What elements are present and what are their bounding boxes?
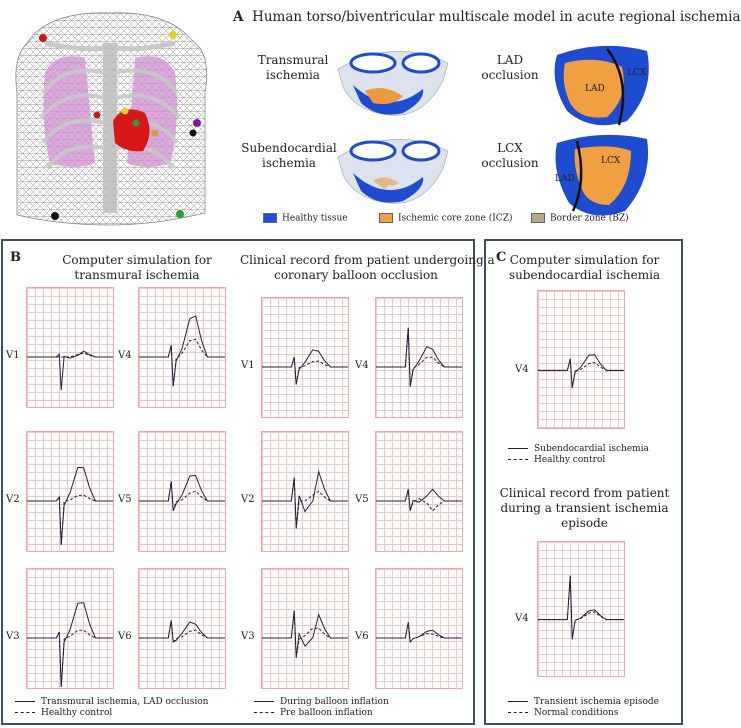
ecg-trace-solid	[538, 355, 624, 388]
legend-b-left	[15, 697, 208, 719]
panel-c-title-2: Clinical record from patient during a transient ischemia episode	[499, 486, 670, 530]
heart-transmural	[333, 41, 453, 121]
ecg-trace-solid	[262, 350, 348, 385]
ecg-grid-clin-v5	[375, 431, 463, 552]
ecg-trace-dashed	[262, 611, 348, 658]
lead-label: V4	[355, 360, 369, 372]
ecg-trace-svg	[27, 288, 113, 407]
ecg-grid-csim-v4	[537, 290, 625, 429]
ecg-trace-dashed	[139, 339, 225, 386]
label-lcx-occlusion: LCX occlusion	[481, 141, 539, 170]
ecg-grid-cclin-v4	[537, 541, 625, 677]
lead-label: V2	[6, 494, 20, 506]
ecg-trace-solid	[27, 603, 113, 687]
ecg-grid-sim-v2	[26, 431, 114, 552]
ecg-grid-sim-v4	[138, 287, 226, 408]
legend-dashed-label: Healthy control	[41, 708, 113, 718]
ecg-trace-dashed	[262, 478, 348, 529]
ecg-grid-clin-v6	[375, 568, 463, 689]
ecg-trace-dashed	[139, 620, 225, 642]
ecg-trace-solid	[139, 476, 225, 511]
ecg-trace-svg	[262, 432, 348, 551]
ecg-trace-dashed	[376, 489, 462, 511]
key-icz: Ischemic core zone (ICZ)	[379, 213, 512, 224]
ecg-trace-dashed	[262, 357, 348, 384]
legend-c-2	[508, 697, 659, 719]
ecg-trace-dashed	[538, 359, 624, 388]
lead-label: V3	[241, 631, 255, 643]
ecg-trace-dashed	[538, 576, 624, 640]
ecg-trace-solid	[27, 351, 113, 390]
lead-label: V1	[6, 350, 20, 362]
ecg-trace-solid	[538, 576, 624, 640]
lead-label: V2	[241, 494, 255, 506]
lead-label: V1	[241, 360, 255, 372]
ecg-trace-svg	[262, 298, 348, 417]
ecg-grid-sim-v3	[26, 568, 114, 689]
lead-label: V4	[118, 350, 132, 362]
ecg-trace-svg	[27, 569, 113, 688]
panel-a	[1, 1, 741, 231]
ecg-trace-svg	[376, 569, 462, 688]
ecg-trace-solid	[262, 472, 348, 529]
ecg-grid-clin-v4	[375, 297, 463, 418]
ecg-grid-clin-v3	[261, 568, 349, 689]
ecg-trace-svg	[376, 432, 462, 551]
panel-b-letter: B	[10, 250, 21, 265]
label-lad-occlusion: LAD occlusion	[481, 53, 539, 82]
lead-label: V4	[515, 363, 529, 375]
heart-lcx-occlusion	[547, 131, 657, 221]
lead-label: V6	[118, 631, 132, 643]
ecg-trace-dashed	[139, 481, 225, 510]
ecg-trace-svg	[376, 298, 462, 417]
ecg-grid-sim-v6	[138, 568, 226, 689]
key-healthy: Healthy tissue	[263, 213, 348, 224]
panel-c-title-1: Computer simulation for subendocardial ischemia	[508, 253, 661, 282]
panel-b-left-title: Computer simulation for transmural ischemia	[62, 253, 212, 282]
legend-solid-label: Transmural ischemia, LAD occlusion	[41, 697, 209, 707]
ecg-grid-clin-v2	[261, 431, 349, 552]
key-bz: Border zone (BZ)	[531, 213, 629, 224]
ecg-trace-dashed	[27, 353, 113, 357]
ecg-trace-svg	[538, 542, 624, 676]
ecg-trace-solid	[139, 620, 225, 642]
ecg-trace-solid	[139, 316, 225, 386]
ecg-trace-solid	[262, 611, 348, 658]
panel-b-right-title: Clinical record from patient undergoing a coronary balloon occlusion	[240, 253, 495, 282]
label-subendocardial: Subendocardial ischemia	[241, 141, 337, 170]
ecg-trace-solid	[376, 622, 462, 642]
lead-label: V6	[355, 631, 369, 643]
ecg-trace-svg	[27, 432, 113, 551]
ecg-grid-sim-v1	[26, 287, 114, 408]
legend-dashed-label: Healthy control	[534, 455, 606, 465]
tag-lad-1: LAD	[585, 84, 605, 94]
ecg-trace-solid	[27, 467, 113, 545]
ecg-trace-svg	[139, 432, 225, 551]
ecg-grid-sim-v5	[138, 431, 226, 552]
legend-dashed-label: Pre balloon inflation	[280, 708, 373, 718]
legend-solid-label: Subendocardial ischemia	[534, 444, 649, 454]
ecg-trace-dashed	[376, 328, 462, 387]
ecg-grid-clin-v1	[261, 297, 349, 418]
ecg-trace-svg	[139, 569, 225, 688]
lead-label: V5	[118, 494, 132, 506]
ecg-trace-svg	[139, 288, 225, 407]
label-transmural: Transmural ischemia	[257, 53, 329, 82]
lead-label: V3	[6, 631, 20, 643]
tag-lcx-1: LCX	[627, 68, 647, 78]
panel-c-letter: C	[496, 250, 507, 265]
ecg-trace-svg	[262, 569, 348, 688]
legend-c-1	[508, 444, 649, 466]
panel-a-letter: A	[233, 9, 244, 25]
panel-a-title-text: Human torso/biventricular multiscale model in acute regional ischemia	[252, 9, 741, 25]
ecg-trace-svg	[538, 291, 624, 428]
tag-lcx-2: LCX	[601, 156, 621, 166]
legend-solid-label: During balloon inflation	[280, 697, 389, 707]
ecg-trace-solid	[376, 328, 462, 387]
ecg-trace-solid	[376, 489, 462, 511]
tag-lad-2: LAD	[555, 174, 575, 184]
legend-solid-label: Transient ischemia episode	[534, 697, 659, 707]
ecg-trace-dashed	[376, 622, 462, 642]
torso-model-illustration	[5, 3, 215, 229]
lead-label: V4	[515, 612, 529, 624]
heart-lad-occlusion	[547, 41, 657, 131]
ecg-trace-dashed	[27, 495, 113, 545]
ecg-trace-dashed	[27, 630, 113, 687]
heart-subendocardial	[333, 129, 453, 209]
panel-a-title	[233, 10, 741, 25]
lead-label: V5	[355, 494, 369, 506]
legend-b-right	[254, 697, 389, 719]
legend-dashed-label: Normal conditions	[534, 708, 619, 718]
